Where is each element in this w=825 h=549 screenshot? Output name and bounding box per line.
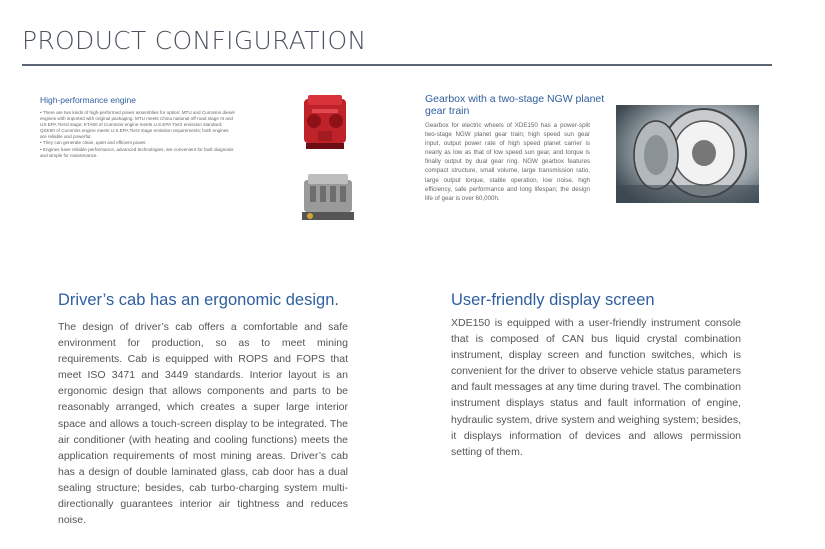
- page-title: PRODUCT CONFIGURATION: [22, 26, 367, 55]
- gearbox-description: Gearbox for electric wheels of XDE150 has a power-split two-stage NGW planet gear train; high speed sun gear input, output power rate of high speed planet carrier is nearly as low as that of low speed sun gear, and torque is finally output by dual gear ring. NGW gearbox features compact structure, small volume, large transmission ratio, large output torque, stable operation, low noise, high efficiency, safe performance and long lifespan; the design life of gear is over 60,000h.: [425, 122, 590, 202]
- title-divider: [22, 64, 772, 66]
- silver-engine-image: [298, 170, 358, 226]
- engine-bullet: • Engines have reliable performance, advanced technologies, are convenient for fault diagnosis and simple for maintenance.: [40, 146, 234, 158]
- gearbox-image: [616, 105, 759, 203]
- engine-bullet: • There are two kinds of high-performed power assemblies for option: MTU and Cummins diesel engines with imported with original packaging. MTU meets China national off-road stage III and US EPA Tier4i stage; KTA60 of Cummins engine meets U.S.EPA Tier2 emission standard; QSK60 of Cummins engine meets U.S.EPA Tier2 stage emission requirements; both engines are reliable and powerful.: [40, 110, 235, 140]
- display-description: XDE150 is equipped with a user-friendly instrument console that is composed of CAN bus liquid crystal combination instrument, display screen and function switches, which is convenient for the driver to observe vehicle status parameters and fault messages at any time during travel. The combination instrument displays status and fault information of engine, hydraulic system, drive system and weighing system; besides, it displays information of devices and allows permission setting of them.: [451, 317, 741, 458]
- display-heading: User-friendly display screen: [451, 291, 655, 309]
- engine-heading: High-performance engine: [40, 95, 136, 105]
- red-engine-image: [298, 91, 352, 157]
- gearbox-heading: Gearbox with a two-stage NGW planet gear train: [425, 93, 605, 117]
- cab-heading: Driver’s cab has an ergonomic design.: [58, 291, 339, 309]
- engine-description: [40, 110, 236, 159]
- engine-bullet: • They can generate clean, quiet and efficient power.: [40, 140, 147, 146]
- cab-description: The design of driver’s cab offers a comfortable and safe environment for production, so as to meet mining requirements. Cab is equipped with ROPS and FOPS that meet ISO 3471 and 3449 standards. Interior layout is an ergonomic design that allows components and parts to be reasonably arranged, which creates a super large interior space and allows a touch-screen display to be integrated. The air conditioner (with heating and cooling functions) meets the application requirements of most mining areas. Driver’s cab has a design of double laminated glass, cab door has a dual sealing structure; besides, cab turbo-charging system multi-directionally guarantees interior air tightness and reduces noise.: [58, 321, 348, 527]
